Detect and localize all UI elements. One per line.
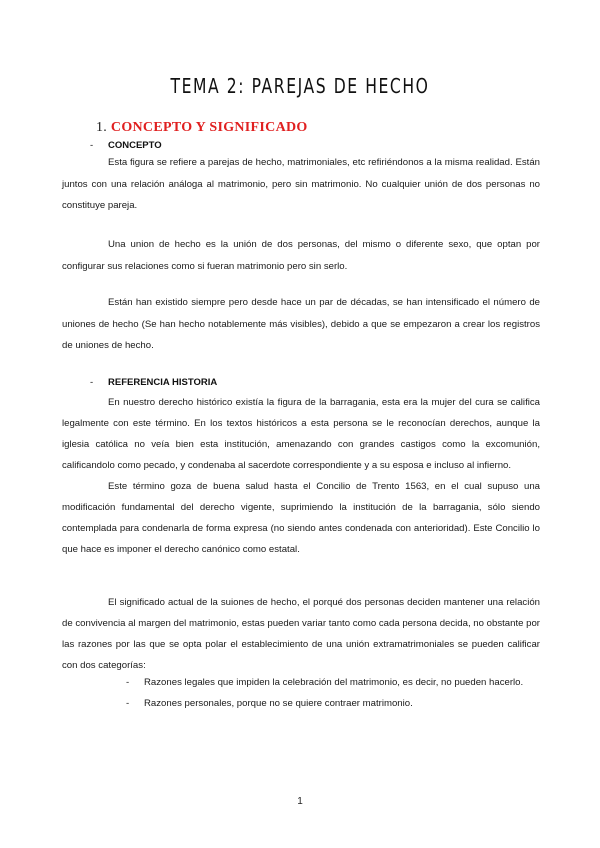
list-item [118, 672, 538, 693]
subheading-dash: - [90, 140, 94, 151]
subheading-concepto-label: CONCEPTO [108, 140, 162, 151]
concepto-paragraph-3: Están han existido siempre pero desde hace un par de décadas, se han intensificado el número de uniones de hecho (Se han hecho notablemente más visibles), debido a que se empezaron a crear los registros de uniones de hecho. [62, 297, 540, 352]
list-bullet: - [126, 677, 130, 688]
concepto-paragraph-1: Esta figura se refiere a parejas de hecho, matrimoniales, etc refiriéndonos a la misma realidad. Están juntos con una relación análoga al matrimonio, pero sin matrimonio. No cualquier unión de dos personas no constituye pareja. [62, 157, 540, 212]
section-number: 1. [96, 120, 108, 135]
concepto-paragraph-2: Una union de hecho es la unión de dos personas, del mismo o diferente sexo, que optan por configurar sus relaciones como si fueran matrimonio pero sin serlo. [62, 239, 540, 272]
section-heading [96, 120, 308, 136]
document-title: TEMA 2: PAREJAS DE HECHO [170, 74, 430, 98]
subheading-dash: - [90, 377, 94, 388]
referencia-paragraph-1: En nuestro derecho histórico existía la figura de la barragania, esta era la mujer del cura se califica legalmente con este término. En los textos históricos a esta persona se le reconocían derechos, aunque la iglesia católica no veía bien esta institución, amenazando con grandes castigos como la excomunión, calificandolo como pecado, y condenaba al sacerdote correspondiente y a su esposa e incluso al infierno. [62, 397, 540, 471]
page-number: 1 [297, 796, 303, 807]
list-item-text: Razones personales, porque no se quiere contraer matrimonio. [144, 698, 413, 709]
list-item [118, 693, 538, 714]
subheading-referencia-label: REFERENCIA HISTORIA [108, 377, 218, 388]
significado-paragraph: El significado actual de la suiones de hecho, el porqué dos personas deciden mantener una relación de convivencia al margen del matrimonio, estas pueden variar tanto como cada persona decida, no obstante por las razones por las que se opta polar el establecimiento de una unión extramatrimoniales se pueden calificar con dos categorías: [62, 597, 540, 671]
list-item-text: Razones legales que impiden la celebración del matrimonio, es decir, no pueden hacerlo. [144, 677, 524, 688]
subheading-concepto [90, 140, 162, 151]
razones-list [118, 672, 538, 714]
referencia-paragraph-2: Este término goza de buena salud hasta el Concilio de Trento 1563, en el cual supuso una modificación fundamental del derecho vigente, suprimiendo la institución de la barragania, sólo siendo contemplada para condenarla de forma expresa (no siendo antes condenada con anterioridad). Este Concilio lo que hace es imponer el derecho canónico como estatal. [62, 481, 540, 555]
subheading-referencia [90, 377, 217, 388]
list-bullet: - [126, 698, 130, 709]
referencia-block [62, 392, 540, 560]
section-title: CONCEPTO Y SIGNIFICADO [110, 120, 308, 135]
